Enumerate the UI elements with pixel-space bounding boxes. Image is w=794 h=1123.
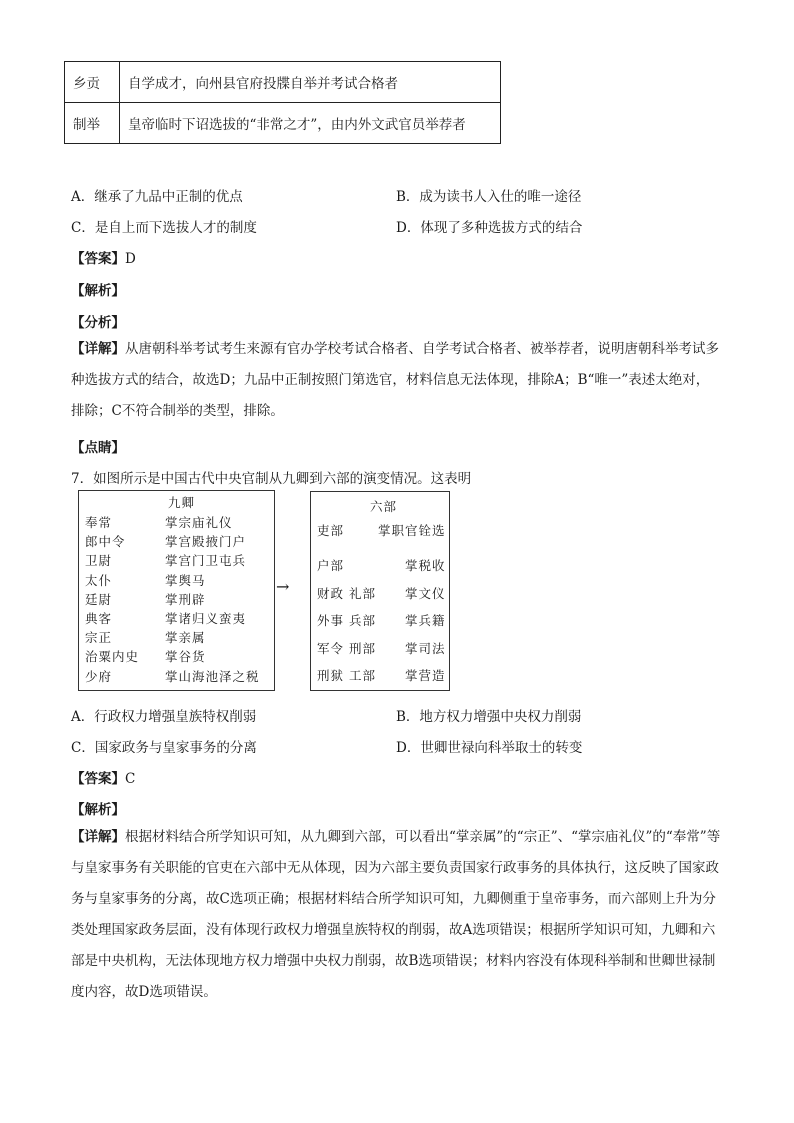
detail-label: 【详解】	[71, 341, 125, 357]
jiuqing-office-duty: 掌宫殿掖门户	[165, 534, 247, 550]
liubu-office-duty: 掌营造	[405, 668, 446, 683]
table-cell-name: 乡贡	[65, 62, 120, 103]
table-cell-desc: 自学成才，向州县官府投牒自举并考试合格者	[120, 62, 501, 103]
answer-label: 【答案】	[71, 771, 125, 787]
jiuqing-office-duty: 掌刑辟	[165, 591, 206, 607]
q6-option-a: A．继承了九品中正制的优点	[71, 189, 243, 205]
answer-value: C	[125, 771, 136, 787]
liubu-office-name: 财政 礼部	[317, 586, 376, 601]
jiuqing-office-name: 卫尉	[85, 553, 113, 569]
liubu-office-name: 吏部	[317, 523, 345, 538]
table-row	[65, 103, 501, 144]
jiuqing-office-name: 典客	[85, 611, 113, 626]
q7-option-a: A．行政权力增强皇族特权削弱	[71, 709, 257, 725]
jiuqing-office-name: 太仆	[85, 572, 113, 588]
q7-answer	[71, 767, 135, 787]
liubu-office-duty: 掌文仪	[405, 586, 446, 601]
q6-analysis-label: 【解析】	[71, 283, 125, 299]
answer-label: 【答案】	[71, 251, 125, 267]
q6-dianjing-label: 【点睛】	[71, 440, 125, 456]
jiuqing-office-duty: 掌诸归义蛮夷	[165, 611, 247, 626]
jiuqing-office-duty: 掌宫门卫屯兵	[165, 553, 247, 569]
candidate-source-table	[64, 61, 501, 144]
q7-option-b: B．地方权力增强中央权力削弱	[396, 709, 582, 725]
jiuqing-office-name: 治粟内史	[85, 649, 140, 665]
q6-option-c: C．是自上而下选拔人才的制度	[71, 220, 257, 236]
table-cell-name: 制举	[65, 103, 120, 144]
table-row	[65, 62, 501, 103]
jiuqing-office-name: 少府	[85, 668, 113, 684]
liubu-office-name: 户部	[317, 558, 345, 573]
liubu-office-name: 刑狱 工部	[317, 668, 376, 683]
q7-analysis-label: 【解析】	[71, 802, 125, 818]
jiuqing-office-duty: 掌宗庙礼仪	[165, 515, 233, 530]
q7-option-c: C．国家政务与皇家事务的分离	[71, 740, 257, 756]
q6-answer	[71, 247, 136, 267]
jiuqing-office-duty: 掌谷货	[165, 649, 206, 665]
q6-option-d: D．体现了多种选拔方式的结合	[396, 220, 583, 236]
q6-option-b: B．成为读书人入仕的唯一途径	[396, 189, 582, 205]
jiuqing-office-duty: 掌舆马	[165, 572, 206, 588]
detail-label: 【详解】	[71, 829, 125, 845]
detail-text: 根据材料结合所学知识可知，从九卿到六部，可以看出“掌亲属”的“宗正”、“掌宗庙礼仪”的“奉常”等与皇家事务有关职能的官吏在六部中无从体现，因为六部主要负责国家行政事务的具体执行，这反映了国家政务与皇家事务的分离，故C选项正确；根据材料结合所学知识可知，九卿侧重于皇帝事务，而六部则上升为分类处理国家政务层面，没有体现行政权力增强皇族特权的削弱，故A选项错误；根据所学知识可知，九卿和六部是中央机构，无法体现地方权力增强中央权力削弱，故B选项错误；材料内容没有体现科举制和世卿世禄制度内容，故D选项错误。	[71, 829, 721, 1000]
q7-option-d: D．世卿世禄向科举取士的转变	[396, 740, 583, 756]
answer-value: D	[125, 251, 136, 267]
detail-text: 从唐朝科举考试考生来源有官办学校考试合格者、自学考试合格者、被举荐者，说明唐朝科举考试多种选拔方式的结合，故选D；九品中正制按照门第选官，材料信息无法体现，排除A；B“唯一”表述太绝对，排除；C不符合制举的类型，排除。	[71, 341, 719, 419]
liubu-title: 六部	[370, 499, 398, 514]
jiuqing-office-name: 廷尉	[85, 591, 113, 607]
q7-detail	[71, 822, 721, 1008]
liubu-office-duty: 掌兵籍	[405, 613, 446, 628]
liubu-office-name: 外事 兵部	[317, 613, 376, 628]
q6-fenxi-label: 【分析】	[71, 315, 125, 331]
q7-stem: 7．如图所示是中国古代中央官制从九卿到六部的演变情况。这表明	[71, 471, 472, 487]
jiuqing-office-name: 宗正	[85, 630, 113, 646]
arrow-right-icon: →	[276, 577, 290, 596]
jiuqing-title: 九卿	[168, 495, 196, 510]
liubu-office-duty: 掌职官铨选	[378, 523, 446, 538]
liubu-office-name: 军令 刑部	[317, 641, 376, 656]
jiuqing-office-name: 奉常	[85, 515, 113, 530]
jiuqing-office-duty: 掌亲属	[165, 630, 206, 646]
jiuqing-office-duty: 掌山海池泽之税	[165, 668, 260, 684]
liubu-office-duty: 掌税收	[405, 558, 446, 573]
jiuqing-office-name: 郎中令	[85, 534, 126, 550]
liubu-office-duty: 掌司法	[405, 641, 446, 656]
table-cell-desc: 皇帝临时下诏选拔的“非常之才”，由内外文武官员举荐者	[120, 103, 501, 144]
q6-detail	[71, 334, 721, 427]
